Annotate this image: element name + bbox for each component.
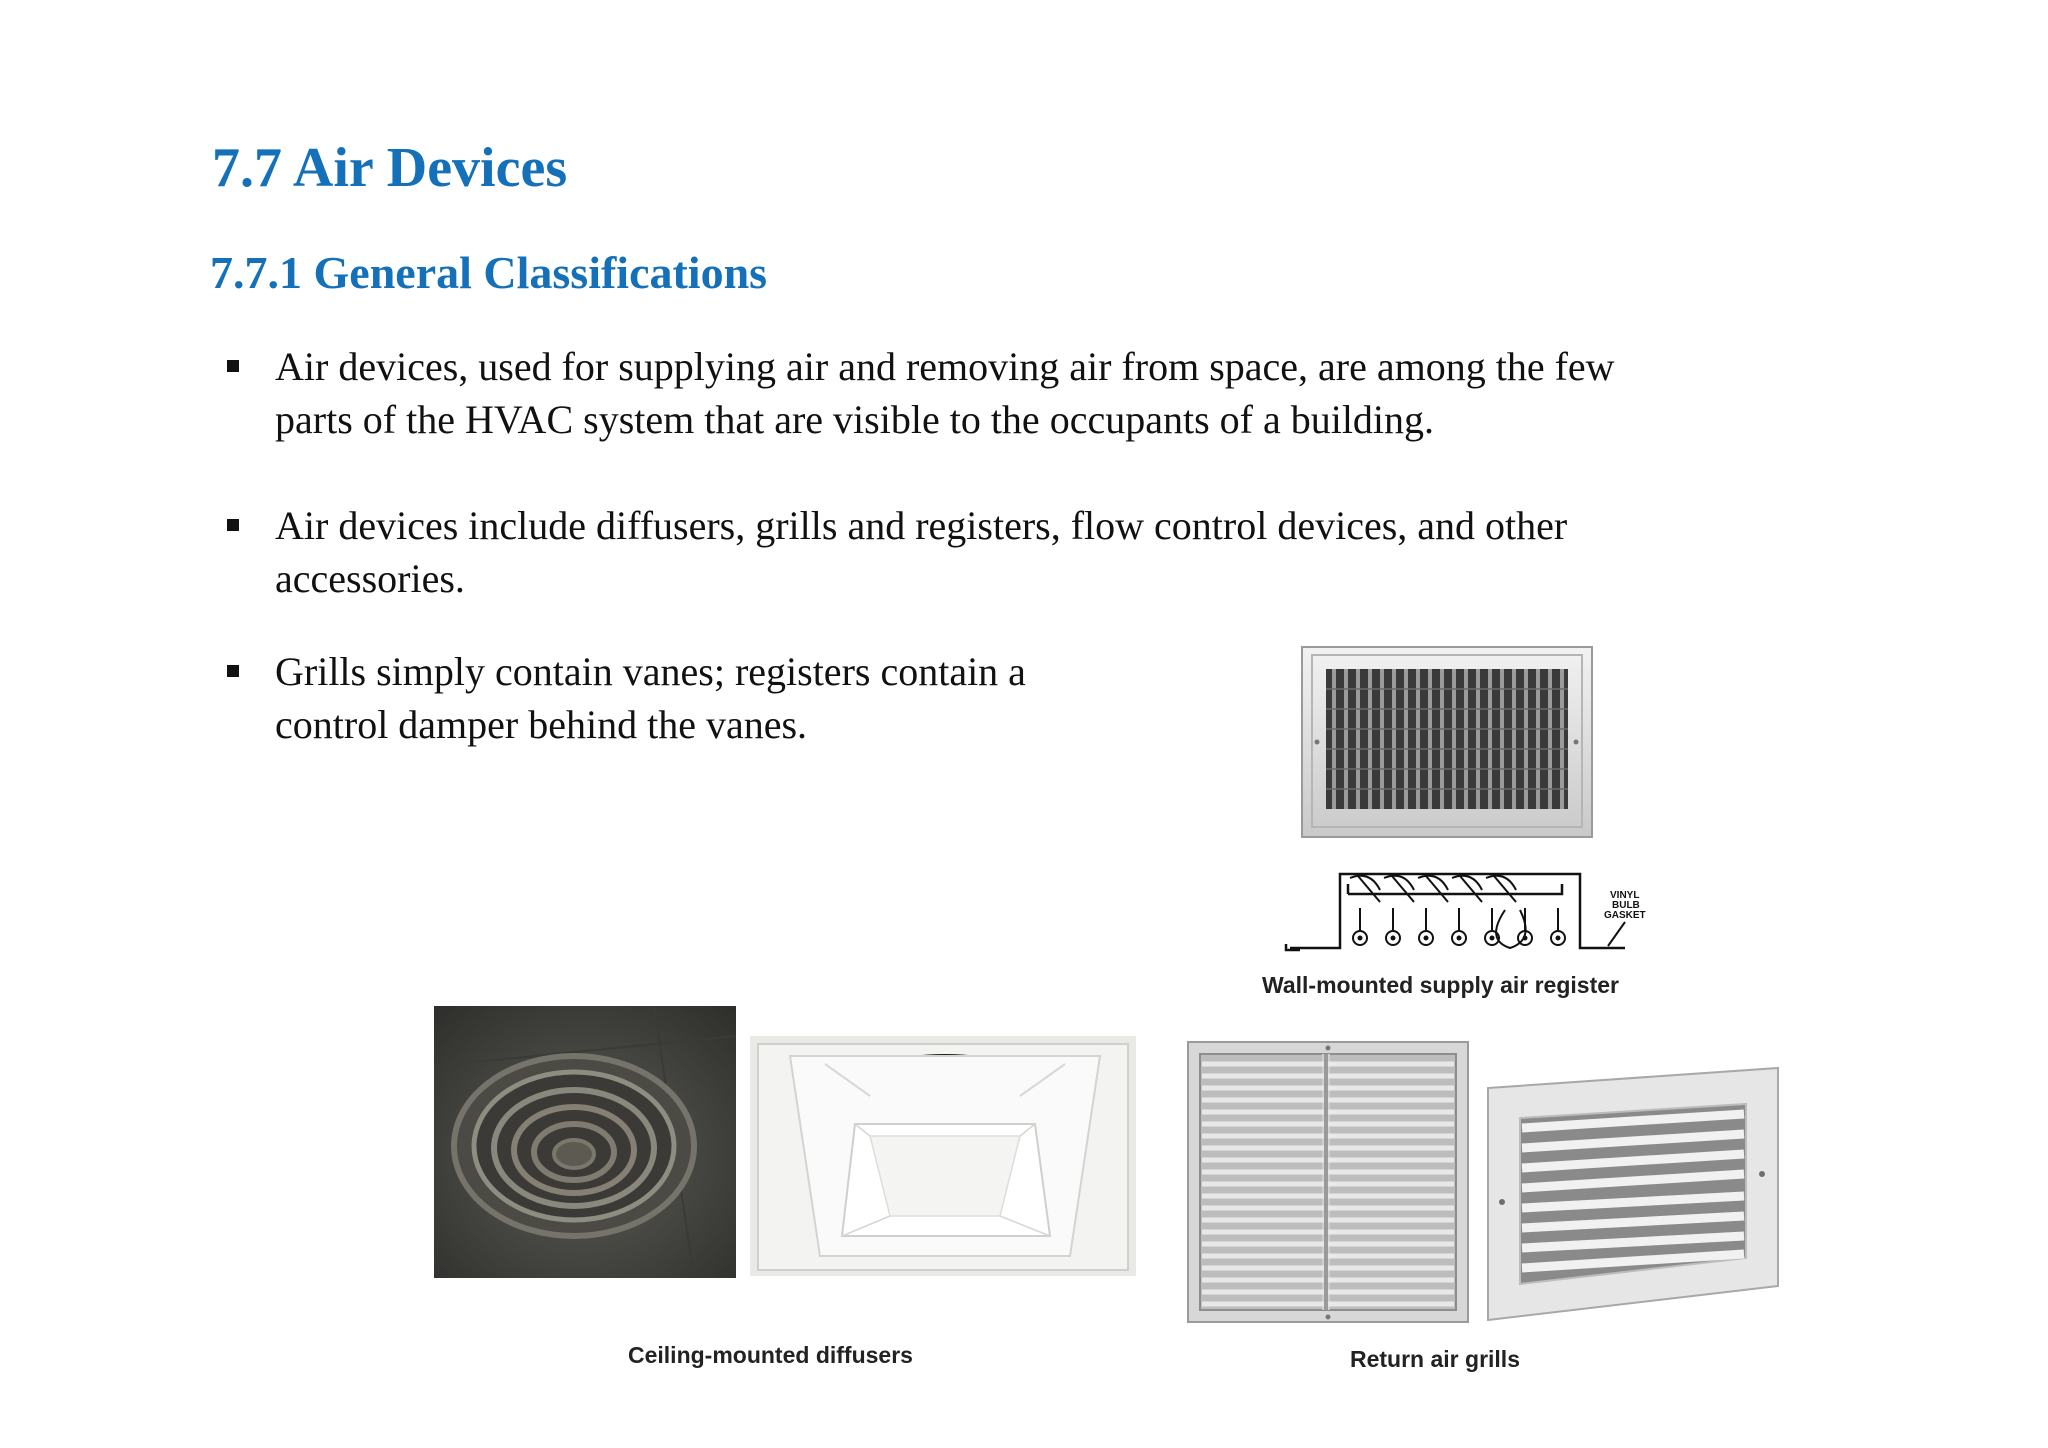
bullet-line: Air devices include diffusers, grills and registers, flow control devices, and other	[275, 503, 1568, 548]
bullet-line: Air devices, used for supplying air and removing air from space, are among the few	[275, 344, 1615, 389]
bullet-line: Grills simply contain vanes; registers contain a	[275, 649, 1026, 694]
register-section-diagram	[1280, 850, 1650, 960]
square-bullet-icon	[227, 360, 239, 372]
section-heading: 7.7 Air Devices	[212, 137, 568, 199]
bullet-line: parts of the HVAC system that are visible to the occupants of a building.	[275, 397, 1435, 442]
square-bullet-icon	[227, 665, 239, 677]
grills-caption: Return air grills	[1350, 1346, 1520, 1372]
bullet-line: control damper behind the vanes.	[275, 702, 808, 747]
return-grille-photo	[1186, 1040, 1472, 1326]
return-grille-angled-photo	[1484, 1062, 1784, 1326]
bullet-line: accessories.	[275, 556, 465, 601]
square-diffuser-photo	[750, 1036, 1136, 1276]
round-diffuser-photo	[434, 1006, 736, 1278]
diffusers-caption: Ceiling-mounted diffusers	[628, 1342, 913, 1368]
supply-register-photo	[1300, 645, 1600, 845]
gasket-label: GASKET	[1604, 910, 1646, 921]
register-caption: Wall-mounted supply air register	[1262, 972, 1619, 998]
gasket-label: VINYL	[1610, 890, 1640, 901]
square-bullet-icon	[227, 519, 239, 531]
gasket-label: BULB	[1612, 900, 1640, 911]
subsection-heading: 7.7.1 General Classifications	[210, 247, 768, 298]
